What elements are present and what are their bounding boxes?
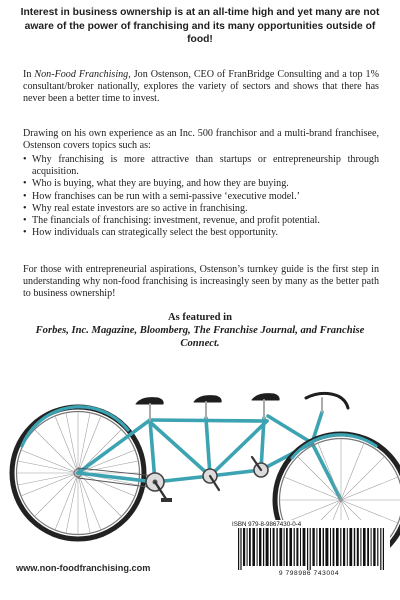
featured-outlets: Forbes, Inc. Magazine, Bloomberg, The Franchise Journal, and Franchise Connect. [35, 324, 365, 349]
book-title: Non-Food Franchising [34, 69, 129, 80]
hook-headline: Interest in business ownership is at an all-time high and yet many are not aware of the power of franchising and its many opportunities outside of food! [20, 7, 380, 46]
barcode-digits: 9 798986 743004 [278, 570, 340, 577]
closing-paragraph: For those with entrepreneurial aspirations, Ostenson’s turnkey guide is the first step in understanding why non-food franchising is increasingly seen by many as the better path to business ownership! [23, 264, 379, 300]
topic-item: • How individuals can strategically select the best opportunity. [23, 227, 379, 239]
topics-list [23, 154, 379, 239]
topic-item: • The financials of franchising: investment, revenue, and profit potential. [23, 215, 379, 227]
isbn-label: ISBN 979-8-9867430-0-4 [232, 521, 302, 528]
intro-paragraph [23, 69, 379, 106]
topic-item: • How franchises can be run with a semi-passive ‘executive model.’ [23, 191, 379, 203]
topics-lead: Drawing on his own experience as an Inc. 500 franchisor and a multi-brand franchisee, Ostenson covers topics such as: [23, 128, 379, 152]
intro-pre: In [23, 69, 35, 80]
topic-item: • Why real estate investors are so active in franchising. [23, 203, 379, 215]
website-url[interactable]: www.non-foodfranchising.com [16, 563, 151, 573]
handlebar [306, 393, 348, 412]
barcode [238, 528, 386, 570]
intro-post: , Jon Ostenson, CEO of FranBridge Consulting and a top 1% consultant/broker nationally, explores the variety of sectors and shows that there has never been a better time to invest. [23, 69, 379, 105]
featured-intro: As featured in [168, 312, 232, 323]
featured-in [20, 312, 380, 350]
topic-item: • Why franchising is more attractive than startups or entrepreneurship through acquisition. [23, 154, 379, 178]
bicycle-seats [136, 394, 279, 420]
topic-item: • Who is buying, what they are buying, and how they are buying. [23, 178, 379, 190]
crank-sets [146, 457, 268, 502]
